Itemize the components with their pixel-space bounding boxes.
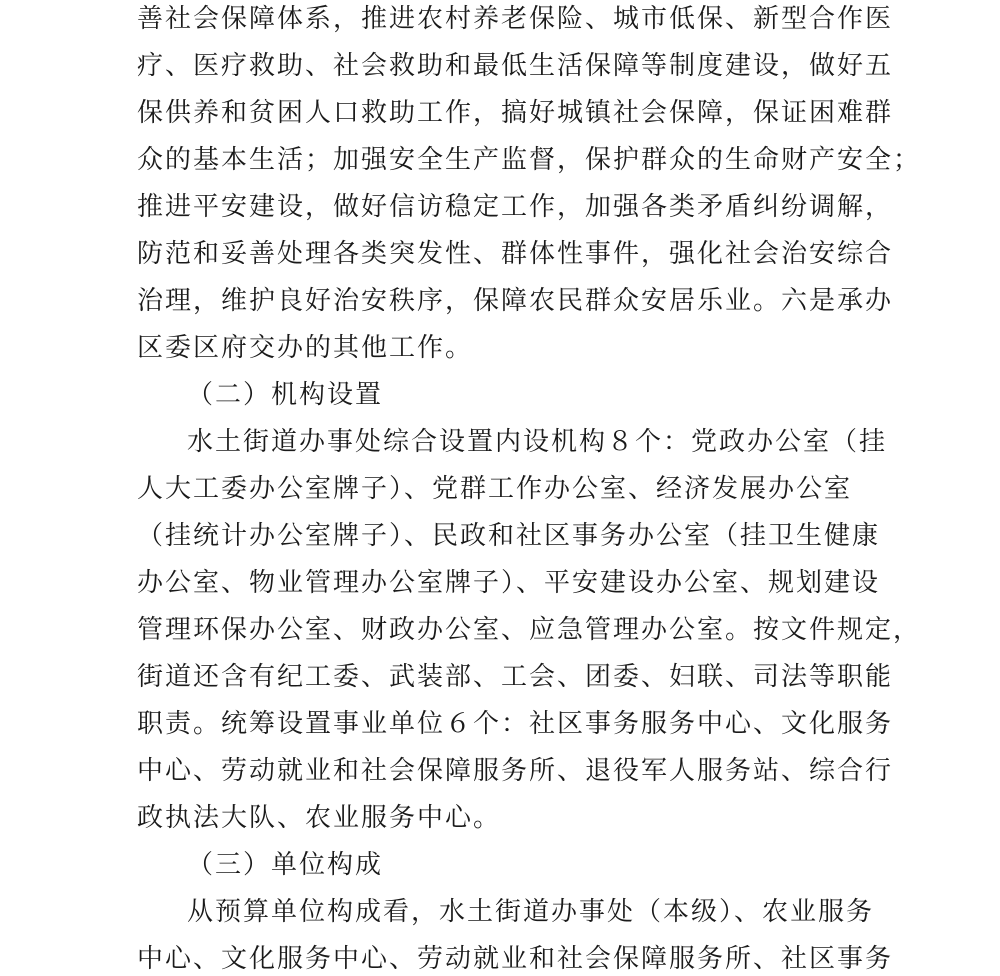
body-text-line: 治理，维护良好治安秩序，保障农民群众安居乐业。六是承办 <box>137 286 894 316</box>
body-text-line: 推进平安建设，做好信访稳定工作，加强各类矛盾纠纷调解， <box>137 192 894 222</box>
body-text-line: 政执法大队、农业服务中心。 <box>137 803 502 833</box>
body-text-line: 职责。统筹设置事业单位６个：社区事务服务中心、文化服务 <box>137 709 894 739</box>
body-text-line: 人大工委办公室牌子）、党群工作办公室、经济发展办公室 <box>137 474 853 504</box>
body-text-line: 防范和妥善处理各类突发性、群体性事件，强化社会治安综合 <box>137 239 894 269</box>
body-text-line: 街道还含有纪工委、武装部、工会、团委、妇联、司法等职能 <box>137 662 894 692</box>
body-text-line: 疗、医疗救助、社会救助和最低生活保障等制度建设，做好五 <box>137 51 894 81</box>
section-heading: （三）单位构成 <box>187 850 384 880</box>
body-text-line: 中心、劳动就业和社会保障服务所、退役军人服务站、综合行 <box>137 756 894 786</box>
paragraph-first-line: 从预算单位构成看，水土街道办事处（本级）、农业服务 <box>187 897 875 927</box>
section-heading: （二）机构设置 <box>187 380 384 410</box>
body-text-line: 保供养和贫困人口救助工作，搞好城镇社会保障，保证困难群 <box>137 98 894 128</box>
body-text-line: 善社会保障体系，推进农村养老保险、城市低保、新型合作医 <box>137 4 894 34</box>
body-text-line: 管理环保办公室、财政办公室、应急管理办公室。按文件规定， <box>137 615 922 645</box>
paragraph-first-line: 水土街道办事处综合设置内设机构８个：党政办公室（挂 <box>187 427 888 457</box>
body-text-line: 办公室、物业管理办公室牌子）、平安建设办公室、规划建设 <box>137 568 881 598</box>
body-text-line: 区委区府交办的其他工作。 <box>137 333 474 363</box>
body-text-line: （挂统计办公室牌子）、民政和社区事务办公室（挂卫生健康 <box>137 521 881 551</box>
body-text-line: 中心、文化服务中心、劳动就业和社会保障服务所、社区事务 <box>137 944 894 974</box>
body-text-line: 众的基本生活；加强安全生产监督，保护群众的生命财产安全； <box>137 145 922 175</box>
